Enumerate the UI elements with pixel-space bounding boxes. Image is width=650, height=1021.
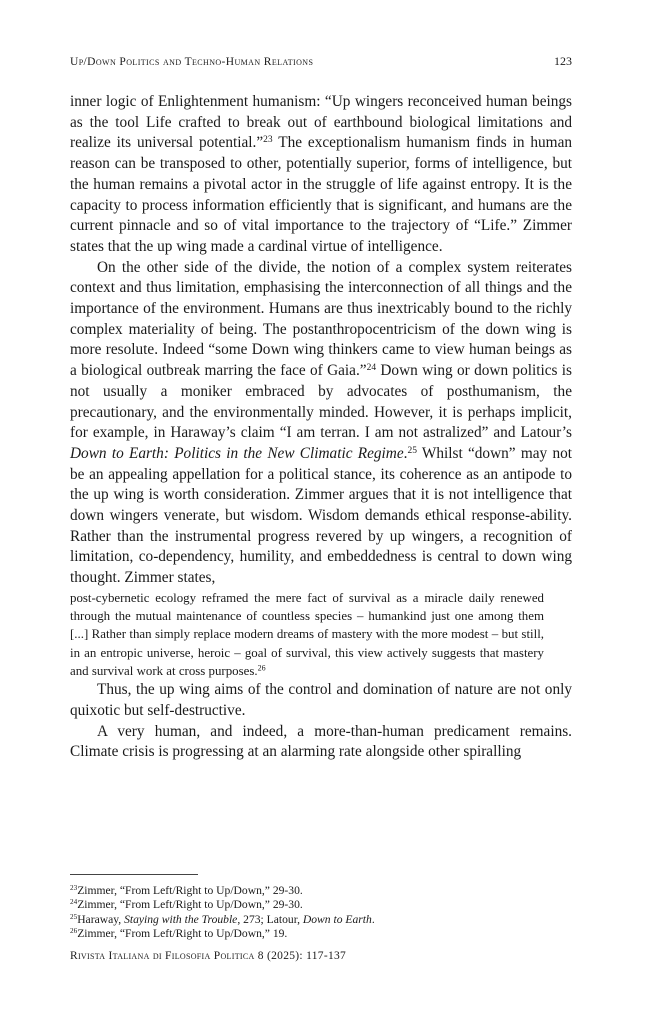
book-title-down-to-earth: Down to Earth: Politics in the New Climatic Regime [70, 444, 404, 462]
footnote-ref-25: 25 [407, 445, 417, 456]
block-quote [70, 589, 544, 680]
footnote-text: . [371, 912, 375, 926]
paragraph-3: Thus, the up wing aims of the control and domination of nature are not only quixotic but self-destructive. [70, 681, 572, 720]
running-title: Up/Down Politics and Techno-Human Relations [70, 56, 314, 68]
footnote-ref-23: 23 [263, 135, 273, 146]
footnote-italic-title: Staying with the Trouble [124, 912, 238, 926]
footnote-24 [70, 898, 570, 912]
footnote-text: Zimmer, “From Left/Right to Up/Down,” 29-30. [77, 898, 303, 912]
paragraph-2 [70, 258, 572, 589]
page-number: 123 [554, 54, 572, 68]
footnote-number: 24 [70, 898, 78, 907]
footnote-text: Haraway, [77, 912, 125, 926]
footnote-number: 25 [70, 912, 78, 921]
paragraph-1-text-a: inner logic of Enlightenment humanism: “Up wingers reconceived human beings as the tool Life crafted to break out of earthbound biological limitations and realize its universal potential.” [70, 93, 572, 152]
block-quote-text: post-cybernetic ecology reframed the mere fact of survival as a miracle daily renewed through the mutual maintenance of countless species – humankind just one among them [...] Rather than simply replace modern dreams of mastery with the more modest – but still, in an entropic universe, heroic – goal of survival, this view actively suggests that mastery and survival work at cross purposes. [70, 590, 544, 679]
footnote-23 [70, 884, 570, 898]
footnote-number: 26 [70, 927, 78, 936]
paragraph-2-text-b: Down wing or down politics is not usually a moniker embraced by advocates of posthumanism, the precautionary, and the environmentally minded. However, it is perhaps implicit, for example, in Haraway’s claim “I am terran. I am not astralized” and Latour’s [70, 362, 572, 442]
main-text [70, 92, 572, 763]
running-footer [70, 950, 346, 962]
paragraph-1-text-b: The exceptionalism humanism finds in human reason can be transposed to other, potentially superior, forms of intelligence, but the human remains a pivotal actor in the struggle of life against entropy. It is the capacity to process information efficiently that is significant, and humans are the current pinnacle and so of vital importance to the trajectory of “Life.” Zimmer states that the up wing made a cardinal virtue of intelligence. [70, 134, 573, 255]
paragraph-2-text-a: On the other side of the divide, the notion of a complex system reiterates context and thus limitation, emphasising the interconnection of all things and the importance of the environment. Humans are thus inextricably bound to the richly complex materiality of being. The postanthropocentricism of the down wing is more resolute. Indeed “some Down wing thinkers came to view human beings as a biological outbreak marring the face of Gaia.” [70, 258, 572, 380]
footnote-number: 23 [70, 884, 78, 893]
footnotes [70, 884, 570, 942]
footnote-26 [70, 927, 570, 941]
footnote-rule [70, 874, 198, 875]
footnote-25 [70, 913, 570, 927]
paragraph-4: A very human, and indeed, a more-than-human predicament remains. Climate crisis is progressing at an alarming rate alongside other spiralling [70, 722, 572, 761]
paragraph-2-text-d: Whilst “down” may not be an appealing appellation for a political stance, its coherence as an antipode to the up wing is worth consideration. Zimmer argues that it is not intelligence that down wingers venerate, but wisdom. Wisdom demands ethical response-ability. Rather than the instrumental progress revered by up wingers, a recognition of limitation, co-dependency, humility, and embeddedness is central to down wing thought. Zimmer states, [70, 444, 572, 587]
footnote-text: Zimmer, “From Left/Right to Up/Down,” 29-30. [77, 884, 303, 897]
footnote-ref-24: 24 [366, 362, 377, 373]
footnote-ref-26: 26 [257, 663, 266, 673]
journal-issue: 8 (2025): 117-137 [257, 950, 347, 962]
journal-name: Rivista Italiana di Filosofia Politica [70, 950, 255, 962]
paragraph-2-text-c: . [403, 444, 408, 462]
running-header [70, 54, 572, 72]
footnote-text: Zimmer, “From Left/Right to Up/Down,” 19. [77, 927, 288, 941]
paragraph-1 [70, 92, 572, 258]
footnote-italic-title: Down to Earth [302, 912, 372, 926]
footnote-text: , 273; Latour, [237, 912, 303, 926]
